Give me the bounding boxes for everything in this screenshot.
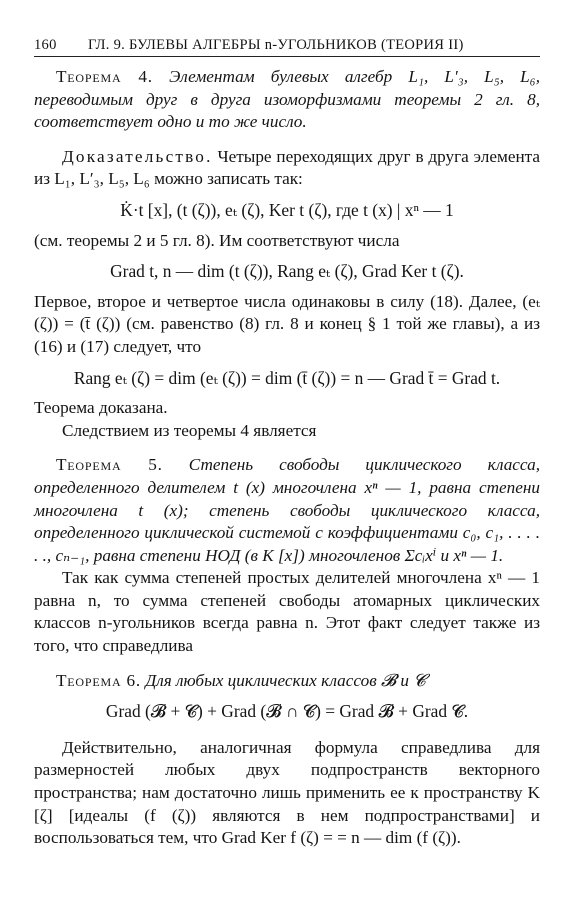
formula-rang: Rang eₜ (ζ) = dim (eₜ (ζ)) = dim (t̄ (ζ)) = n — Grad t̄ = Grad t.: [73, 367, 501, 388]
page-number: 160: [34, 37, 57, 53]
theorem-4: [34, 66, 540, 134]
theorem-5-label: Теорема 5.: [56, 455, 163, 475]
formula-elements: K̇·t [x], (t (ζ)), eₜ (ζ), Ker t (ζ), где t (x) | xⁿ — 1: [120, 199, 454, 220]
theorem-6-label: Теорема 6.: [56, 670, 142, 690]
page-body: [34, 66, 540, 850]
proof-intro: [34, 146, 540, 191]
corollary-intro: Следствием из теоремы 4 является: [62, 420, 317, 440]
theorem-4-statement: Элементам булевых алгебр L₁, L′₃, L₅, L₆, переводимым друг в друга изоморфизмами теоремы 2 гл. 8, соответствует одно и то же число.: [34, 67, 540, 132]
theorem-6-statement: Для любых циклических классов 𝓑 и 𝓒: [145, 670, 426, 690]
paragraph-degree-sum: Так как сумма степеней простых делителей многочлена xⁿ — 1 равна n, то сумма степеней свободы атомарных циклических классов n-угольников всегда равна n. Этот факт следует также из того, что справедлива: [34, 568, 540, 656]
theorem-4-label: Теорема 4.: [56, 67, 153, 86]
proof-label: Доказательство.: [62, 146, 213, 166]
running-header: [34, 34, 540, 57]
theorem-6: [34, 670, 540, 693]
proof-text-3: Первое, второе и четвертое числа одинаковы в силу (18). Далее, (eₜ (ζ)) = (t̄ (ζ)) (см. равенство (8) гл. 8 и конец § 1 той же главы), а из (16) и (17) следует, что: [34, 291, 540, 356]
formula-grad: Grad (𝓑 + 𝓒) + Grad (𝓑 ∩ 𝓒) = Grad 𝓑 + Grad 𝓒.: [105, 701, 469, 722]
proof-text-2: (см. теоремы 2 и 5 гл. 8). Им соответствуют числа: [34, 230, 400, 250]
theorem-5: [34, 454, 540, 567]
paragraph-final: Действительно, аналогичная формула справедлива для размерностей любых двух подпространств векторного пространства; нам достаточно лишь применить ее к пространству K [ζ] [идеалы (f (ζ)) являются в нем подпространствами] и воспользоваться тем, что Grad Ker f (ζ) = = n — dim (f (ζ)).: [34, 737, 540, 848]
proof-text-1: Четыре переходящих друг в друга элемента из L₁, L′₃, L₅, L₆ можно записать так:: [34, 146, 540, 189]
formula-numbers: Grad t, n — dim (t (ζ)), Rang eₜ (ζ), Grad Ker t (ζ).: [110, 261, 464, 282]
theorem-5-statement: Степень свободы циклического класса, определенного делителем t (x) многочлена xⁿ — 1, равна степени многочлена t (x); степень свободы циклического класса, определенного циклической системой с коэффициентами c₀, c₁, . . . . . ., cₙ₋₁, равна степени НОД (в K [x]) многочленов Σcᵢxⁱ и xⁿ — 1.: [34, 455, 540, 565]
proof-end: Теорема доказана.: [34, 398, 168, 418]
chapter-title: ГЛ. 9. БУЛЕВЫ АЛГЕБРЫ n-УГОЛЬНИКОВ (ТЕОРИЯ II): [88, 37, 464, 53]
